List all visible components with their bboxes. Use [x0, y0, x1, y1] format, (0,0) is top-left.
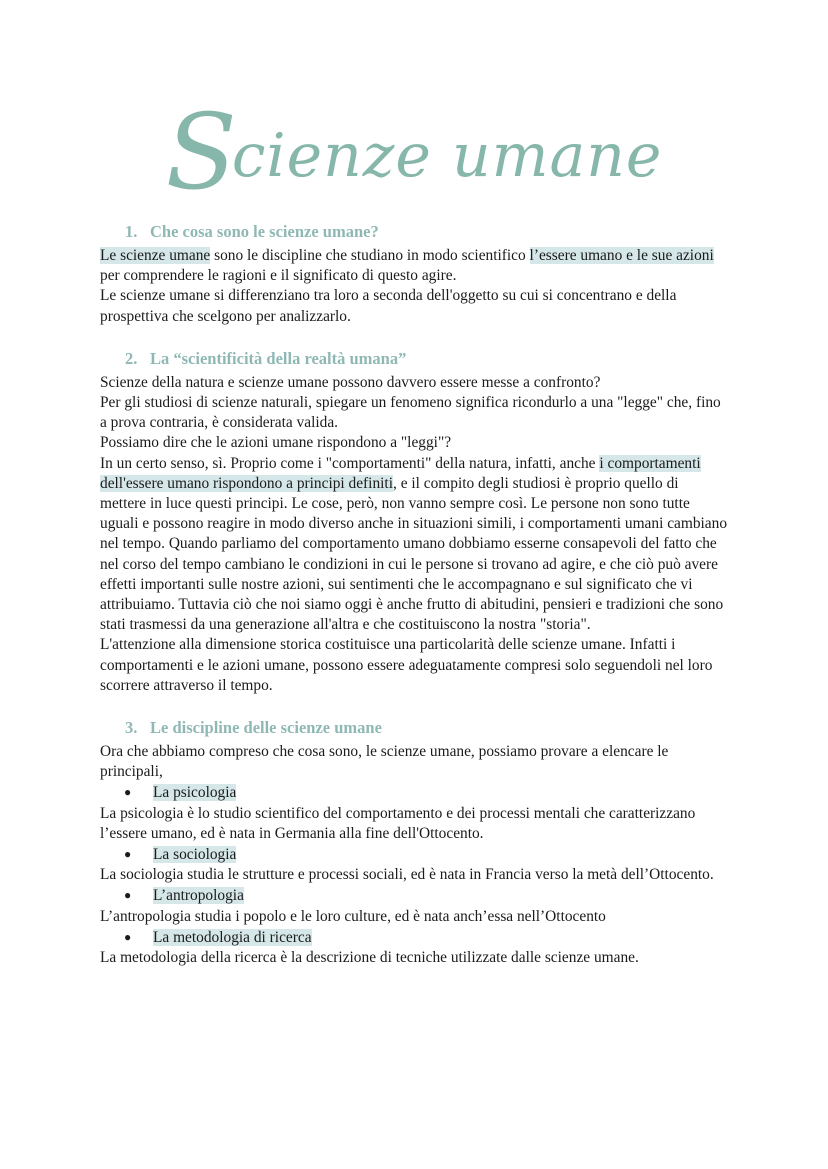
text-run: per comprendere le ragioni e il significato di questo agire. — [100, 267, 457, 285]
highlight: Le scienze umane — [100, 247, 211, 264]
page-title — [0, 91, 828, 213]
highlight: i comportamenti dell'essere umano rispondono a principi definiti — [100, 454, 701, 492]
paragraph: La sociologia studia le strutture e processi sociali, ed è nata in Francia verso la metà dell’Ottocento. — [100, 866, 714, 884]
text-run: , e il compito degli studiosi è proprio quello di mettere in luce questi principi. Le cose, però, non vanno sempre così. Le persone non sono tutte uguali e possono reagire in modo diverso anche in situazioni simili, i comportamenti umani cambiano nel tempo. Quando parliamo del comportamento umano dobbiamo esserne consapevoli del fatto che nel corso del tempo cambiano le condizioni in cui le persone si trovano ad agire, e che ciò può avere effetti importanti sulle nostre azioni, sui sentimenti che le accompagnano e sul significato che vi attribuiamo. Tuttavia ciò che noi siamo oggi è anche frutto di abitudini, pensieri e tradizioni che sono stati trasmessi da una generazione all'altra e che costituiscono la nostra "storia". — [100, 474, 728, 634]
paragraph: La psicologia è lo studio scientifico del comportamento e dei processi mentali che caratterizzano l’essere umano, ed è nata in Germania alla fine dell'Ottocento. — [100, 804, 696, 842]
discipline-name: La metodologia di ricerca — [153, 928, 312, 946]
section-1 — [100, 222, 728, 327]
paragraph: Per gli studiosi di scienze naturali, spiegare un fenomeno significa ricondurlo a una "legge" che, fino a prova contraria, è considerata valida. — [100, 394, 721, 432]
highlight: l’essere umano e le sue azioni — [529, 247, 714, 264]
bullet-icon: ● — [124, 785, 132, 800]
bullet-icon: ● — [124, 929, 132, 944]
content — [100, 222, 728, 990]
section-number: 1. — [125, 222, 138, 241]
list-item — [124, 844, 728, 865]
text-run: In un certo senso, sì. Proprio come i "comportamenti" della natura, infatti, anche — [100, 454, 600, 472]
bullet-icon: ● — [124, 847, 132, 862]
paragraph: Scienze della natura e scienze umane possono davvero essere messe a confronto? — [100, 373, 601, 391]
section-heading — [125, 222, 728, 242]
section-heading — [125, 718, 728, 738]
section-number: 3. — [125, 718, 138, 738]
title-rest: cienze umane — [231, 121, 663, 191]
discipline-name: La sociologia — [153, 846, 237, 864]
paragraph: Le scienze umane si differenziano tra loro a seconda dell'oggetto su cui si concentrano e della prospettiva che scelgono per analizzarlo. — [100, 287, 677, 325]
paragraph: La metodologia della ricerca è la descrizione di tecniche utilizzate dalle scienze umane. — [100, 949, 639, 967]
paragraph: Possiamo dire che le azioni umane rispondono a "leggi"? — [100, 434, 452, 452]
section-number: 2. — [125, 348, 138, 368]
paragraph: Ora che abbiamo compreso che cosa sono, le scienze umane, possiamo provare a elencare le principali, — [100, 743, 669, 781]
section-3 — [100, 718, 728, 968]
discipline-name: L’antropologia — [153, 887, 244, 905]
bullet-icon: ● — [124, 888, 132, 903]
list-item — [124, 927, 728, 948]
paragraph: L'attenzione alla dimensione storica costituisce una particolarità delle scienze umane. Infatti i comportamenti e le azioni umane, possono essere adeguatamente compresi solo seguendoli nel loro scorrere attraverso il tempo. — [100, 636, 713, 694]
list-item — [124, 782, 728, 803]
list-item — [124, 885, 728, 906]
text-run: sono le discipline che studiano in modo scientifico — [210, 247, 530, 264]
paragraph: L’antropologia studia i popolo e le loro culture, ed è nata anch’essa nell’Ottocento — [100, 907, 606, 925]
paragraph — [100, 454, 728, 636]
section-heading — [125, 349, 728, 369]
discipline-name: La psicologia — [153, 784, 237, 802]
section-title: Le discipline delle scienze umane — [150, 718, 382, 738]
paragraph — [100, 246, 728, 286]
section-2 — [100, 349, 728, 696]
section-title: Che cosa sono le scienze umane? — [150, 222, 379, 241]
title-initial: S — [165, 91, 238, 213]
section-title: La “scientificità della realtà umana” — [150, 348, 407, 368]
